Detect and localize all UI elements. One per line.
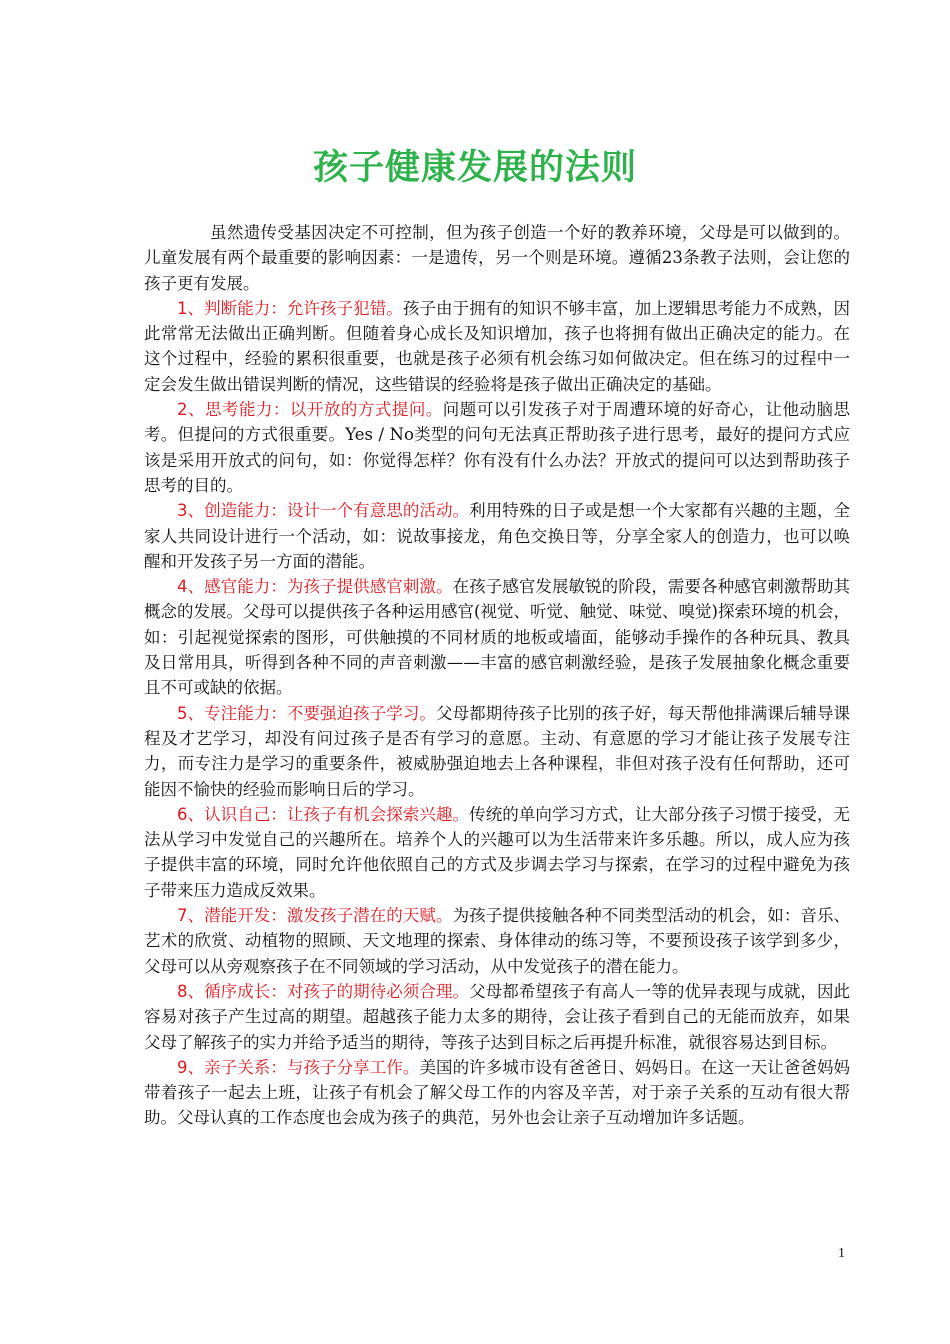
section-heading: 9、亲子关系：与孩子分享工作。 [177, 1057, 420, 1077]
section-paragraph-8 [144, 979, 850, 1055]
section-paragraph-9 [144, 1055, 850, 1131]
section-heading: 2、思考能力：以开放的方式提问。 [177, 400, 443, 420]
page-number: 1 [838, 1246, 845, 1261]
section-paragraph-4 [144, 574, 850, 700]
section-paragraph-5 [144, 701, 850, 802]
section-paragraph-1 [144, 296, 850, 397]
section-heading: 1、判断能力：允许孩子犯错。 [177, 298, 403, 318]
section-heading: 6、认识自己：让孩子有机会探索兴趣。 [177, 804, 470, 824]
section-heading: 5、专注能力：不要强迫孩子学习。 [177, 703, 436, 723]
section-text: 为孩子提供接触各种不同类型活动的机会，如：音乐、艺术的欣赏、动植物的照顾、天文地理的探索、身体律动的练习等，不要预设孩子该学到多少，父母可以从旁观察孩子在不同领域的学习活动，从中发觉孩子的潜在能力。 [144, 906, 850, 976]
section-paragraph-3 [144, 498, 850, 574]
section-text: 孩子由于拥有的知识不够丰富，加上逻辑思考能力不成熟，因此常常无法做出正确判断。但随着身心成长及知识增加，孩子也将拥有做出正确决定的能力。在这个过程中，经验的累积很重要，也就是孩子必须有机会练习如何做决定。但在练习的过程中一定会发生做出错误判断的情况，这些错误的经验将是孩子做出正确决定的基础。 [144, 298, 850, 394]
section-paragraph-7 [144, 903, 850, 979]
document-body [144, 220, 850, 1131]
document-title: 孩子健康发展的法则 [312, 148, 637, 188]
section-text: 在孩子感官发展敏锐的阶段，需要各种感官刺激帮助其概念的发展。父母可以提供孩子各种运用感官(视觉、听觉、触觉、味觉、嗅觉)探索环境的机会，如：引起视觉探索的图形，可供触摸的不同材质的地板或墙面，能够动手操作的各种玩具、教具及日常用具，听得到各种不同的声音刺激——丰富的感官刺激经验，是孩子发展抽象化概念重要且不可或缺的依据。 [144, 577, 850, 698]
intro-paragraph: 虽然遗传受基因决定不可控制，但为孩子创造一个好的教养环境，父母是可以做到的。儿童发展有两个最重要的影响因素：一是遗传，另一个则是环境。遵循23条教子法则，会让您的孩子更有发展。 [144, 223, 850, 293]
section-heading: 8、循序成长：对孩子的期待必须合理。 [177, 981, 470, 1001]
section-heading: 7、潜能开发：激发孩子潜在的天赋。 [177, 906, 453, 926]
section-heading: 3、创造能力：设计一个有意思的活动。 [177, 501, 470, 521]
section-text: 传统的单向学习方式，让大部分孩子习惯于接受，无法从学习中发觉自己的兴趣所在。培养个人的兴趣可以为生活带来许多乐趣。所以，成人应为孩子提供丰富的环境，同时允许他依照自己的方式及步调去学习与探索，在学习的过程中避免为孩子带来压力造成反效果。 [144, 804, 850, 900]
section-text: 美国的许多城市设有爸爸日、妈妈日。在这一天让爸爸妈妈带着孩子一起去上班，让孩子有机会了解父母工作的内容及辛苦，对于亲子关系的互动有很大帮助。父母认真的工作态度也会成为孩子的典范，另外也会让亲子互动增加许多话题。 [144, 1057, 850, 1128]
section-paragraph-6 [144, 802, 850, 903]
section-text: 问题可以引发孩子对于周遭环境的好奇心，让他动脑思考。但提问的方式很重要。Yes / No类型的问句无法真正帮助孩子进行思考，最好的提问方式应该是采用开放式的问句，如：你觉得怎样？你有没有什么办法？开放式的提问可以达到帮助孩子思考的目的。 [144, 400, 851, 495]
section-text: 父母都期待孩子比别的孩子好，每天帮他排满课后辅导课程及才艺学习，却没有问过孩子是否有学习的意愿。主动、有意愿的学习才能让孩子发展专注力，而专注力是学习的重要条件，被威胁强迫地去上各种课程，非但对孩子没有任何帮助，还可能因不愉快的经验而影响日后的学习。 [144, 703, 850, 799]
section-paragraph-2 [144, 397, 850, 498]
section-text: 利用特殊的日子或是想一个大家都有兴趣的主题，全家人共同设计进行一个活动，如：说故事接龙，角色交换日等，分享全家人的创造力，也可以唤醒和开发孩子另一方面的潜能。 [144, 501, 850, 571]
section-text: 父母都希望孩子有高人一等的优异表现与成就，因此容易对孩子产生过高的期望。超越孩子能力太多的期待，会让孩子看到自己的无能而放弃，如果父母了解孩子的实力并给予适当的期待，等孩子达到目标之后再提升标准，就很容易达到目标。 [144, 981, 850, 1052]
section-heading: 4、感官能力：为孩子提供感官刺激。 [177, 577, 453, 597]
